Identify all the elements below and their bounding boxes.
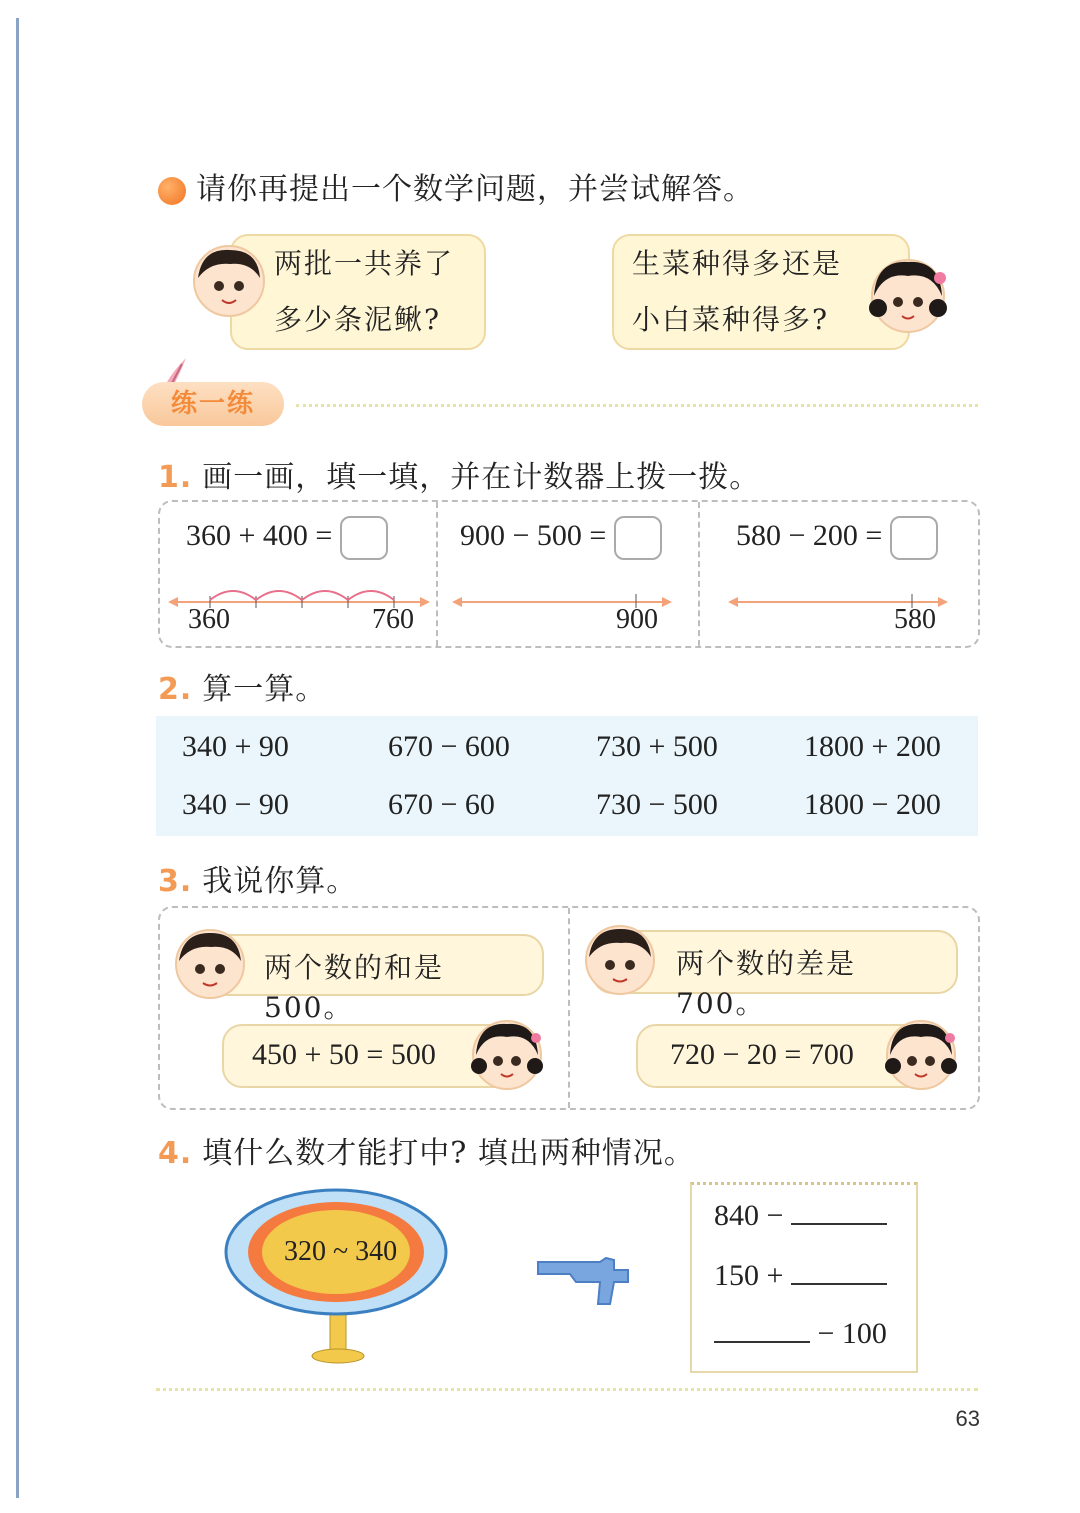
q1-item3-expr: 580 − 200 = bbox=[736, 518, 883, 552]
q4-line2-blank[interactable] bbox=[791, 1259, 887, 1285]
q1-text: 画一画，填一填，并在计数器上拨一拨。 bbox=[202, 460, 761, 495]
q1-item2-expr: 900 − 500 = bbox=[460, 518, 607, 552]
q3-divider bbox=[568, 908, 570, 1108]
orange-bullet-icon bbox=[158, 177, 186, 205]
q3-boy-avatar-icon bbox=[174, 928, 246, 1000]
q1-item1-answer-box[interactable] bbox=[340, 516, 388, 560]
q4-line2-expr: 150 + bbox=[714, 1259, 784, 1292]
q2-number: 2. bbox=[158, 672, 193, 707]
q1-item1-expr: 360 + 400 = bbox=[186, 518, 333, 552]
q2-r1c1: 340 + 90 bbox=[182, 730, 289, 763]
q4-line1 bbox=[714, 1199, 887, 1233]
q1-item2-right-label: 900 bbox=[616, 604, 658, 635]
practice-section-title: 练一练 bbox=[142, 382, 284, 426]
q3-right-boy-avatar-icon bbox=[584, 924, 656, 996]
q3-right-girl-avatar-icon bbox=[884, 1018, 958, 1092]
q2-r2c1: 340 − 90 bbox=[182, 788, 289, 821]
q2-text: 算一算。 bbox=[202, 672, 327, 707]
girl-avatar-icon bbox=[868, 256, 948, 336]
q4-line3-blank[interactable] bbox=[714, 1317, 810, 1343]
boy-speech-bubble bbox=[230, 234, 486, 350]
q4-heading bbox=[158, 1128, 695, 1172]
q4-line2 bbox=[714, 1259, 887, 1293]
boy-bubble-line1: 两批一共养了 bbox=[274, 247, 455, 280]
q4-number: 4. bbox=[158, 1136, 193, 1171]
q1-divider-1 bbox=[436, 502, 438, 646]
q1-item3-equation bbox=[736, 516, 938, 560]
q1-item1-equation bbox=[186, 516, 388, 560]
q2-heading bbox=[158, 664, 326, 708]
q1-item3-answer-box[interactable] bbox=[890, 516, 938, 560]
target-range: 320 ~ 340 bbox=[284, 1236, 398, 1267]
q2-r2c4: 1800 − 200 bbox=[804, 788, 941, 821]
q1-item2-answer-box[interactable] bbox=[614, 516, 662, 560]
q2-r1c2: 670 − 600 bbox=[388, 730, 510, 763]
q1-item2-equation bbox=[460, 516, 662, 560]
q1-divider-2 bbox=[698, 502, 700, 646]
q1-item1-right-label: 760 bbox=[372, 604, 414, 635]
q2-r2c3: 730 − 500 bbox=[596, 788, 718, 821]
girl-bubble-line2: 小白菜种得多? bbox=[632, 303, 830, 336]
section-divider bbox=[296, 404, 978, 407]
girl-speech-bubble bbox=[612, 234, 910, 350]
bottom-divider bbox=[156, 1388, 978, 1391]
q3-heading bbox=[158, 856, 357, 900]
q1-number: 1. bbox=[158, 460, 193, 495]
q1-heading bbox=[158, 452, 760, 496]
q4-line3-expr: − 100 bbox=[817, 1317, 887, 1350]
target-board-icon bbox=[222, 1186, 454, 1366]
q4-text: 填什么数才能打中? 填出两种情况。 bbox=[202, 1136, 695, 1171]
q1-item1-left-label: 360 bbox=[188, 604, 230, 635]
boy-bubble-line2: 多少条泥鳅? bbox=[274, 303, 442, 336]
book-spine-line bbox=[16, 18, 19, 1498]
q2-r1c3: 730 + 500 bbox=[596, 730, 718, 763]
page-number: 63 bbox=[955, 1406, 980, 1431]
q3-number: 3. bbox=[158, 864, 193, 899]
q4-line1-expr: 840 − bbox=[714, 1199, 784, 1232]
q3-girl-avatar-icon bbox=[470, 1018, 544, 1092]
girl-bubble-line1: 生菜种得多还是 bbox=[632, 247, 843, 280]
q2-r2c2: 670 − 60 bbox=[388, 788, 495, 821]
boy-avatar-icon bbox=[192, 244, 266, 318]
toy-gun-icon bbox=[536, 1256, 630, 1308]
q3-right-say: 两个数的差是 700。 bbox=[676, 947, 857, 1020]
q3-text: 我说你算。 bbox=[202, 864, 358, 899]
q1-item3-right-label: 580 bbox=[894, 604, 936, 635]
answer-paper bbox=[690, 1182, 918, 1373]
q3-left-answer: 450 + 50 = 500 bbox=[252, 1038, 436, 1071]
q2-calc-panel bbox=[156, 716, 978, 836]
q4-line3 bbox=[714, 1317, 887, 1351]
q3-left-say: 两个数的和是 500。 bbox=[264, 951, 445, 1024]
intro-question bbox=[158, 164, 754, 208]
intro-text: 请你再提出一个数学问题，并尝试解答。 bbox=[196, 172, 754, 207]
q4-line1-blank[interactable] bbox=[791, 1199, 887, 1225]
q1-box bbox=[158, 500, 980, 648]
q2-r1c4: 1800 + 200 bbox=[804, 730, 941, 763]
q3-right-answer: 720 − 20 = 700 bbox=[670, 1038, 854, 1071]
